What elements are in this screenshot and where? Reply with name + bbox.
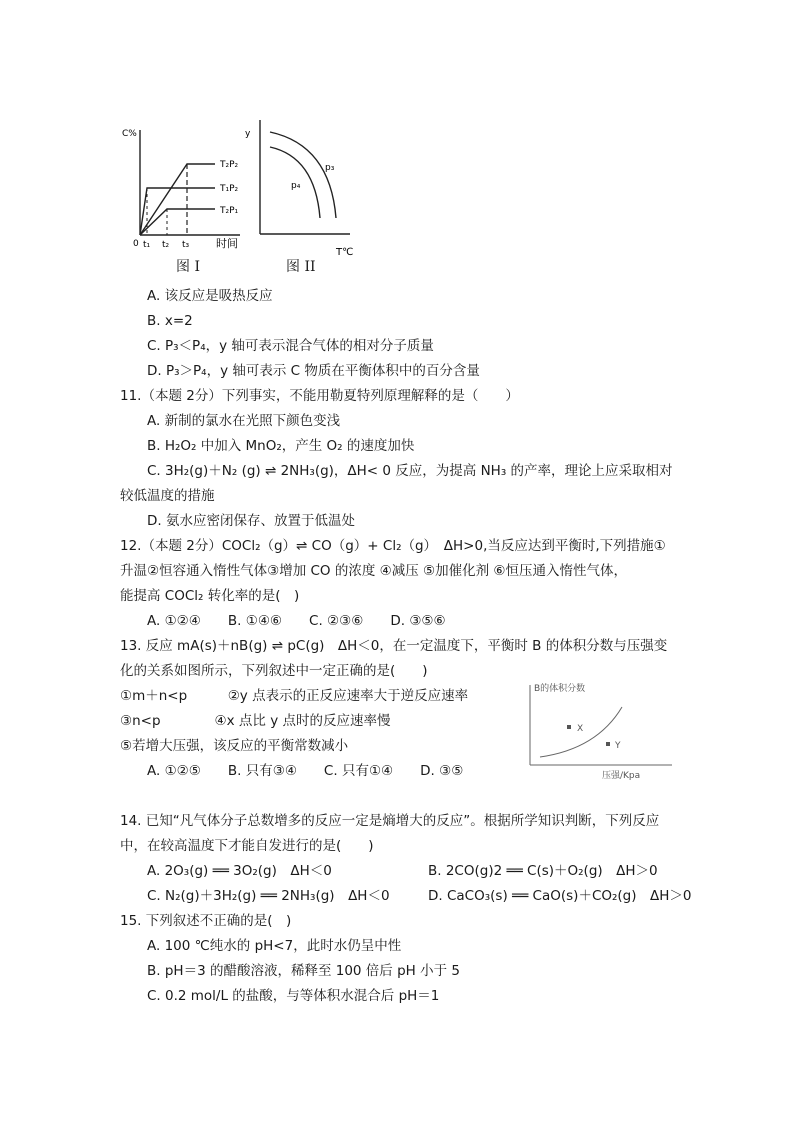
q13-item-1-2: ①m＋n<p ②y 点表示的正反应速率大于逆反应速率 xyxy=(120,688,469,704)
fig1-curve-T1P2: T₁P₂ xyxy=(220,184,239,194)
fig2-curve-p3: p₃ xyxy=(325,163,335,173)
fig3-ylabel: B的体积分数 xyxy=(534,684,586,694)
figure-3-graph xyxy=(522,677,682,782)
fig2-ylabel: y xyxy=(245,129,251,139)
q13-stem-2: 化的关系如图所示，下列叙述中一定正确的是( ) xyxy=(120,663,428,679)
fig3-point-y: Y xyxy=(615,741,621,751)
fig1-caption: 图 I xyxy=(176,259,200,275)
figure-1-graph xyxy=(120,120,250,250)
q11-stem: 11.（本题 2分）下列事实，不能用勒夏特列原理解释的是（ ） xyxy=(120,388,519,404)
q11-option-c: C. 3H₂(g)＋N₂ (g) ⇌ 2NH₃(g)，ΔH< 0 反应，为提高 NH₃ 的产率，理论上应采取相对 xyxy=(147,463,673,479)
q10-option-d: D. P₃＞P₄，y 轴可表示 C 物质在平衡体积中的百分含量 xyxy=(147,363,480,379)
fig1-ylabel: C% xyxy=(122,129,137,139)
q13-stem-1: 13. 反应 mA(s)＋nB(g) ⇌ pC(g) ΔH＜0，在一定温度下，平衡时 B 的体积分数与压强变 xyxy=(120,638,668,654)
q12-options: A. ①②④ B. ①④⑥ C. ②③⑥ D. ③⑤⑥ xyxy=(147,613,446,629)
q12-stem-2: 升温②恒容通入惰性气体③增加 CO 的浓度 ④减压 ⑤加催化剂 ⑥恒压通入惰性气体， xyxy=(120,563,628,579)
q15-stem: 15. 下列叙述不正确的是( ) xyxy=(120,913,292,929)
q14-option-d: D. CaCO₃(s) ══ CaO(s)＋CO₂(g) ΔH＞0 xyxy=(428,888,692,904)
q14-stem-1: 14. 已知“凡气体分子总数增多的反应一定是熵增大的反应”。根据所学知识判断，下列反应 xyxy=(120,813,660,829)
q13-item-5: ⑤若增大压强，该反应的平衡常数减小 xyxy=(120,738,349,754)
q12-stem-3: 能提高 COCl₂ 转化率的是( ) xyxy=(120,588,300,604)
fig3-point-x: X xyxy=(577,724,584,734)
fig2-curve-p4: p₄ xyxy=(291,181,301,191)
q15-option-b: B. pH＝3 的醋酸溶液，稀释至 100 倍后 pH 小于 5 xyxy=(147,963,460,979)
q10-option-b: B. x=2 xyxy=(147,313,193,329)
fig1-tick-t3: t₃ xyxy=(182,240,190,250)
q11-option-d: D. 氨水应密闭保存、放置于低温处 xyxy=(147,513,355,529)
figure-2-graph xyxy=(240,110,360,260)
q15-option-a: A. 100 ℃纯水的 pH<7，此时水仍呈中性 xyxy=(147,938,402,954)
q10-option-c: C. P₃＜P₄，y 轴可表示混合气体的相对分子质量 xyxy=(147,338,434,354)
q14-option-b: B. 2CO(g)2 ══ C(s)＋O₂(g) ΔH＞0 xyxy=(428,863,658,879)
q11-option-a: A. 新制的氯水在光照下颜色变浅 xyxy=(147,413,341,429)
q14-option-a: A. 2O₃(g) ══ 3O₂(g) ΔH＜0 xyxy=(147,863,332,879)
fig1-tick-t1: t₁ xyxy=(143,240,151,250)
fig1-curve-T2P1: T₂P₁ xyxy=(220,206,239,216)
q15-option-c: C. 0.2 mol/L 的盐酸，与等体积水混合后 pH＝1 xyxy=(147,988,440,1004)
q14-stem-2: 中，在较高温度下才能自发进行的是( ) xyxy=(120,838,374,854)
q11-option-c-cont: 较低温度的措施 xyxy=(120,488,215,504)
fig2-xlabel: T℃ xyxy=(336,247,354,258)
fig1-xlabel: 时间 xyxy=(216,237,238,250)
q11-option-b: B. H₂O₂ 中加入 MnO₂，产生 O₂ 的速度加快 xyxy=(147,438,415,454)
fig1-tick-t2: t₂ xyxy=(162,240,170,250)
q13-item-3-4: ③n<p ④x 点比 y 点时的反应速率慢 xyxy=(120,713,391,729)
q13-options: A. ①②⑤ B. 只有③④ C. 只有①④ D. ③⑤ xyxy=(147,763,464,779)
fig2-caption: 图 II xyxy=(286,259,316,275)
q14-option-c: C. N₂(g)＋3H₂(g) ══ 2NH₃(g) ΔH＜0 xyxy=(147,888,390,904)
fig3-xlabel: 压强/Kpa xyxy=(602,771,641,781)
fig1-origin: 0 xyxy=(133,239,139,249)
fig1-curve-T2P2: T₂P₂ xyxy=(220,160,239,170)
q12-stem-1: 12.（本题 2分）COCl₂（g）⇌ CO（g）+ Cl₂（g） ΔH>0,当反应达到平衡时,下列措施① xyxy=(120,538,666,554)
q10-option-a: A. 该反应是吸热反应 xyxy=(147,288,273,304)
